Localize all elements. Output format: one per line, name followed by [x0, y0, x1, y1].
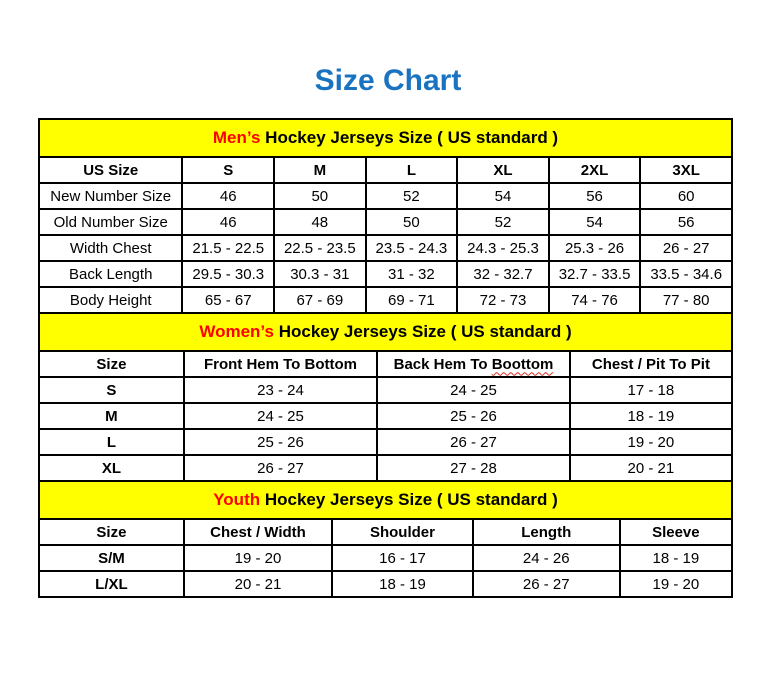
column-header-size: Size: [39, 351, 184, 377]
mens-table-head: [39, 119, 732, 183]
size-chart: [38, 118, 733, 598]
size-value-cell: 32.7 - 33.5: [549, 261, 641, 287]
column-header-size: Size: [39, 519, 184, 545]
column-header-3xl: 3XL: [640, 157, 732, 183]
size-value-cell: 25 - 26: [184, 429, 377, 455]
womens-column-header-row: [39, 351, 732, 377]
size-value-cell: 17 - 18: [570, 377, 732, 403]
women-table-row: [39, 455, 732, 481]
women-table-row: [39, 377, 732, 403]
column-header-s: S: [182, 157, 274, 183]
size-value-cell: 30.3 - 31: [274, 261, 366, 287]
size-value-cell: 48: [274, 209, 366, 235]
column-header-chest-pit: Chest / Pit To Pit: [570, 351, 732, 377]
row-label-cell: L: [39, 429, 184, 455]
size-value-cell: 24.3 - 25.3: [457, 235, 549, 261]
row-label-cell: L/XL: [39, 571, 184, 597]
size-value-cell: 26 - 27: [377, 429, 570, 455]
column-header-length: Length: [473, 519, 620, 545]
size-value-cell: 20 - 21: [184, 571, 332, 597]
size-value-cell: 19 - 20: [570, 429, 732, 455]
youth-table-body: [39, 545, 732, 597]
womens-table-body: [39, 377, 732, 481]
size-value-cell: 54: [457, 183, 549, 209]
back-hem-misspelled-word: Boottom: [491, 355, 554, 373]
size-value-cell: 50: [366, 209, 458, 235]
youth-section-highlight: Youth: [213, 490, 261, 509]
size-value-cell: 32 - 32.7: [457, 261, 549, 287]
column-header-shoulder: Shoulder: [332, 519, 473, 545]
back-hem-label-prefix: Back Hem To: [393, 355, 488, 373]
mens-section-title-rest: Hockey Jerseys Size ( US standard ): [265, 128, 559, 147]
size-value-cell: 23 - 24: [184, 377, 377, 403]
size-value-cell: 26 - 27: [184, 455, 377, 481]
page-title: Size Chart: [314, 64, 462, 97]
column-header-l: L: [366, 157, 458, 183]
women-table-row: [39, 403, 732, 429]
mens-table-body: [39, 183, 732, 313]
men-table-row: [39, 235, 732, 261]
column-header-us-size: US Size: [39, 157, 182, 183]
men-table-row: [39, 287, 732, 313]
size-value-cell: 25 - 26: [377, 403, 570, 429]
size-value-cell: 56: [640, 209, 732, 235]
mens-section-band-row: [39, 119, 732, 157]
youth-table-row: [39, 571, 732, 597]
column-header-sleeve: Sleeve: [620, 519, 732, 545]
men-table-row: [39, 261, 732, 287]
row-label-cell: Old Number Size: [39, 209, 182, 235]
size-value-cell: 19 - 20: [184, 545, 332, 571]
size-value-cell: 24 - 26: [473, 545, 620, 571]
column-header-back-hem: [377, 351, 570, 377]
size-value-cell: 33.5 - 34.6: [640, 261, 732, 287]
size-value-cell: 19 - 20: [620, 571, 732, 597]
youth-table-row: [39, 545, 732, 571]
size-value-cell: 25.3 - 26: [549, 235, 641, 261]
size-value-cell: 60: [640, 183, 732, 209]
youth-size-table: [38, 480, 733, 598]
womens-size-table: [38, 312, 733, 482]
size-value-cell: 31 - 32: [366, 261, 458, 287]
column-header-front-hem: Front Hem To Bottom: [184, 351, 377, 377]
row-label-cell: S: [39, 377, 184, 403]
mens-size-table: [38, 118, 733, 314]
youth-table-head: [39, 481, 732, 545]
youth-section-title-rest: Hockey Jerseys Size ( US standard ): [264, 490, 558, 509]
youth-column-header-row: [39, 519, 732, 545]
youth-section-band-row: [39, 481, 732, 519]
size-value-cell: 67 - 69: [274, 287, 366, 313]
size-value-cell: 72 - 73: [457, 287, 549, 313]
womens-section-header: [39, 313, 732, 351]
women-table-row: [39, 429, 732, 455]
column-header-xl: XL: [457, 157, 549, 183]
row-label-cell: S/M: [39, 545, 184, 571]
size-value-cell: 22.5 - 23.5: [274, 235, 366, 261]
size-value-cell: 24 - 25: [184, 403, 377, 429]
row-label-cell: New Number Size: [39, 183, 182, 209]
size-value-cell: 65 - 67: [182, 287, 274, 313]
size-value-cell: 54: [549, 209, 641, 235]
column-header-chest-width: Chest / Width: [184, 519, 332, 545]
size-value-cell: 74 - 76: [549, 287, 641, 313]
mens-section-header: [39, 119, 732, 157]
size-value-cell: 21.5 - 22.5: [182, 235, 274, 261]
size-value-cell: 29.5 - 30.3: [182, 261, 274, 287]
column-header-m: M: [274, 157, 366, 183]
size-value-cell: 50: [274, 183, 366, 209]
womens-section-title-rest: Hockey Jerseys Size ( US standard ): [278, 322, 572, 341]
row-label-cell: Width Chest: [39, 235, 182, 261]
size-value-cell: 20 - 21: [570, 455, 732, 481]
size-value-cell: 46: [182, 209, 274, 235]
mens-column-header-row: [39, 157, 732, 183]
column-header-2xl: 2XL: [549, 157, 641, 183]
size-value-cell: 18 - 19: [620, 545, 732, 571]
size-value-cell: 26 - 27: [473, 571, 620, 597]
womens-section-highlight: Women’s: [199, 322, 274, 341]
size-value-cell: 69 - 71: [366, 287, 458, 313]
youth-section-header: [39, 481, 732, 519]
men-table-row: [39, 183, 732, 209]
womens-section-band-row: [39, 313, 732, 351]
size-value-cell: 26 - 27: [640, 235, 732, 261]
row-label-cell: XL: [39, 455, 184, 481]
size-value-cell: 24 - 25: [377, 377, 570, 403]
size-value-cell: 27 - 28: [377, 455, 570, 481]
size-value-cell: 56: [549, 183, 641, 209]
row-label-cell: Body Height: [39, 287, 182, 313]
size-value-cell: 52: [366, 183, 458, 209]
size-value-cell: 46: [182, 183, 274, 209]
size-value-cell: 18 - 19: [332, 571, 473, 597]
size-value-cell: 16 - 17: [332, 545, 473, 571]
mens-section-highlight: Men’s: [212, 128, 261, 147]
men-table-row: [39, 209, 732, 235]
size-value-cell: 77 - 80: [640, 287, 732, 313]
womens-table-head: [39, 313, 732, 377]
row-label-cell: M: [39, 403, 184, 429]
size-value-cell: 18 - 19: [570, 403, 732, 429]
row-label-cell: Back Length: [39, 261, 182, 287]
size-value-cell: 52: [457, 209, 549, 235]
size-value-cell: 23.5 - 24.3: [366, 235, 458, 261]
